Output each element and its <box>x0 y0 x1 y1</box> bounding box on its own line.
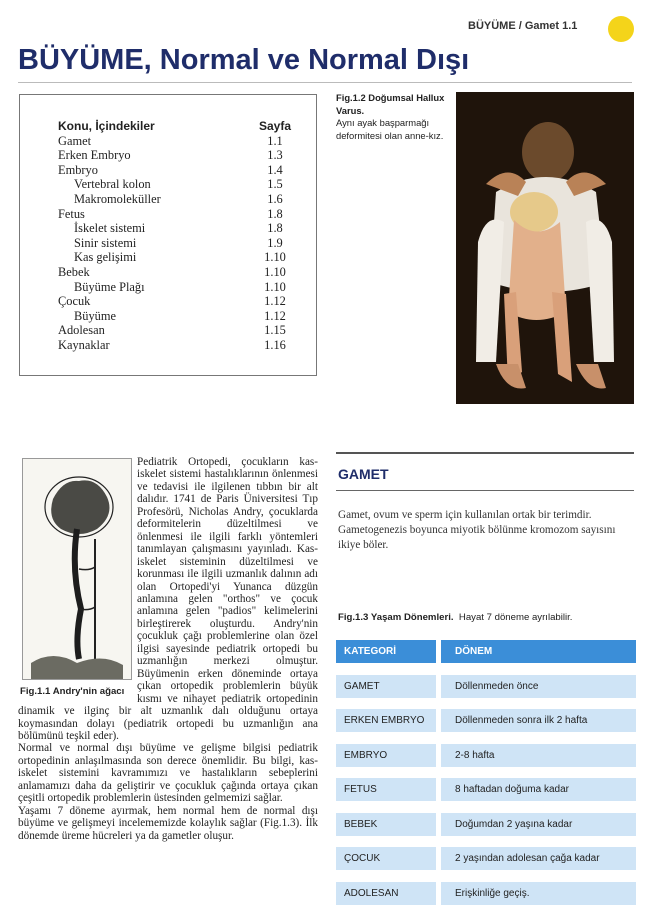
toc-row <box>58 250 298 265</box>
table-cell-category: EMBRYO <box>336 744 436 767</box>
toc-row <box>58 236 298 251</box>
toc-entry-label: Fetus <box>58 206 85 221</box>
fig13-title: Fig.1.3 Yaşam Dönemleri. <box>338 612 454 623</box>
table-header-row <box>336 640 636 663</box>
toc-row <box>58 294 298 309</box>
fig11-caption: Fig.1.1 Andry'nin ağacı <box>20 686 125 697</box>
toc-rows <box>58 134 298 353</box>
toc-entry-label: Makromoleküller <box>74 191 161 206</box>
toc-entry-label: Büyüme Plağı <box>74 279 145 294</box>
life-periods-table <box>336 640 636 916</box>
table-cell-category: FETUS <box>336 778 436 801</box>
fig13-text: Hayat 7 döneme ayrılabilir. <box>458 612 573 623</box>
table-cell-period: 2-8 hafta <box>441 744 636 767</box>
toc-entry-page: 1.8 <box>267 206 283 221</box>
table-row <box>336 813 636 836</box>
toc-row <box>58 323 298 338</box>
table-header-period: DÖNEM <box>441 640 636 663</box>
table-cell-period: Döllenmeden önce <box>441 675 636 698</box>
body-paragraph-3: Yaşamı 7 döneme ayırmak, hem normal hem de normal dışı büyüme ve gelişmeyi incelememizde kolaylık sağlar (Fig.1.3). İlk dönemde üreme hücreleri ya da gametler oluşur. <box>18 804 318 842</box>
toc-entry-label: Erken Embryo <box>58 148 131 163</box>
toc-entry-page: 1.9 <box>267 235 283 250</box>
toc-row <box>58 207 298 222</box>
table-cell-period: Doğumdan 2 yaşına kadar <box>441 813 636 836</box>
toc-entry-label: İskelet sistemi <box>74 221 146 236</box>
table-row <box>336 675 636 698</box>
toc-entry-page: 1.15 <box>264 323 286 338</box>
figure-wrap-spacer <box>18 456 137 700</box>
toc-entry-page: 1.3 <box>267 148 283 163</box>
table-body <box>336 675 636 905</box>
toc-entry-page: 1.10 <box>264 279 286 294</box>
toc-entry-page: 1.6 <box>267 191 283 206</box>
table-cell-category: ERKEN EMBRYO <box>336 709 436 732</box>
table-cell-period: Döllenmeden sonra ilk 2 hafta <box>441 709 636 732</box>
table-row <box>336 847 636 870</box>
toc-entry-label: Gamet <box>58 133 92 148</box>
toc-box <box>19 94 317 376</box>
toc-entry-label: Çocuk <box>58 294 91 309</box>
fig13-caption <box>338 612 634 623</box>
toc-row <box>58 163 298 178</box>
table-cell-category: GAMET <box>336 675 436 698</box>
table-cell-period: Erişkinliğe geçiş. <box>441 882 636 905</box>
toc-entry-label: Embryo <box>58 162 98 177</box>
toc-row <box>58 221 298 236</box>
fig12-caption <box>336 92 448 142</box>
table-cell-category: ÇOCUK <box>336 847 436 870</box>
table-cell-category: ADOLESAN <box>336 882 436 905</box>
toc-entry-page: 1.4 <box>267 162 283 177</box>
toc-row <box>58 134 298 149</box>
table-row <box>336 709 636 732</box>
toc-entry-label: Büyüme <box>74 308 116 323</box>
fig12-title: Fig.1.2 Doğumsal Hallux Varus. <box>336 92 445 116</box>
toc-entry-page: 1.1 <box>267 133 283 148</box>
toc-entry-label: Kaynaklar <box>58 337 110 352</box>
toc-entry-page: 1.12 <box>264 308 286 323</box>
toc-entry-page: 1.8 <box>267 221 283 236</box>
toc-entry-page: 1.10 <box>264 264 286 279</box>
gamet-bottom-rule <box>336 490 634 491</box>
toc-entry-page: 1.12 <box>264 294 286 309</box>
toc-entry-page: 1.10 <box>264 250 286 265</box>
toc-header-row <box>58 119 298 134</box>
toc-row <box>58 280 298 295</box>
toc-entry-label: Sinir sistemi <box>74 235 137 250</box>
toc-row <box>58 309 298 324</box>
gamet-heading: GAMET <box>338 466 389 482</box>
toc-row <box>58 338 298 353</box>
table-row <box>336 882 636 905</box>
fig12-text: Aynı ayak başparmağı deformitesi olan anne-kız. <box>336 117 444 141</box>
toc-list <box>58 119 298 353</box>
toc-col-topic: Konu, İçindekiler <box>58 119 155 133</box>
table-header-category: KATEGORİ <box>336 640 436 663</box>
toc-row <box>58 265 298 280</box>
toc-entry-label: Bebek <box>58 264 90 279</box>
table-cell-period: 8 haftadan doğuma kadar <box>441 778 636 801</box>
toc-entry-page: 1.5 <box>267 177 283 192</box>
body-text <box>18 456 318 842</box>
toc-entry-label: Vertebral kolon <box>74 177 151 192</box>
toc-entry-label: Kas gelişimi <box>74 250 137 265</box>
fig12-photo <box>456 92 634 404</box>
body-paragraph-2: Normal ve normal dışı büyüme ve gelişme bilgisi pediatrik ortopedinin anlaşılmasında son derece önemlidir. Bu bilgi, kas-iskelet sistemini kavramımızı ve hastalıkların sebeplerini anlamamızı daha da geliştirir ve çocukluk çağında ortaya çıkan çeşitli ortopedik problemlerin üstesinden gelmemizi sağlar. <box>18 742 318 805</box>
toc-row <box>58 192 298 207</box>
toc-col-page: Sayfa <box>258 119 292 133</box>
table-cell-period: 2 yaşından adolesan çağa kadar <box>441 847 636 870</box>
yellow-section-dot <box>608 16 634 42</box>
gamet-top-rule <box>336 452 634 454</box>
title-divider <box>18 82 632 83</box>
table-row <box>336 778 636 801</box>
toc-row <box>58 148 298 163</box>
table-row <box>336 744 636 767</box>
toc-entry-page: 1.16 <box>264 337 286 352</box>
running-header: BÜYÜME / Gamet 1.1 <box>468 20 578 32</box>
page-title: BÜYÜME, Normal ve Normal Dışı <box>18 44 470 76</box>
gamet-text: Gamet, ovum ve sperm için kullanılan ortak bir terimdir. Gametogenezis boyunca miyotik bölünme kromozom sayısını ikiye böler. <box>338 509 616 551</box>
body-paragraph-1: Pediatrik Ortopedi, çocukların kas-iskelet sistemi hastalıklarının önlenmesi ve tedavisi ile ilgilenen tıbbın bir alt dalıdır. 1741 de Paris Üniversitesi Tıp Profesörü, Nicholas Andry, çocuklarda deformitelerin düzeltilmesi ve önlenmesi ile ilgili farklı yöntemleri tanımlayan çalışmasını yayınladı. Kas-iskelet sisteminin düzeltilmesi ve korunması ile ilgili uzmanlık dalının adı olan Ortopedi'yi Yunanca düzgün anlamına gelen "orthos" ve çocuk anlamına gelen "padios" kelimelerini birleştirerek oluşturdu. Andry'nin çocukluk çağı problemlerine olan özel ilgisi sayesinde pediatrik ortopedi bu uzmanlığın merkezi olmuştur. Büyümenin erken döneminde ortaya çıkan ortopedik problemlerin büyük kısmı ve nihayet pediatrik ortopedinin dinamik ve ilginç bir alt uzmanlık dalı olduğunu ortaya koymasından dolayı (pediatrik ortopedi bu uzmanlığın ana bölümünü teşkil eder). <box>18 456 318 742</box>
table-cell-category: BEBEK <box>336 813 436 836</box>
mother-daughter-photo <box>456 92 634 404</box>
toc-entry-label: Adolesan <box>58 323 105 338</box>
toc-row <box>58 177 298 192</box>
